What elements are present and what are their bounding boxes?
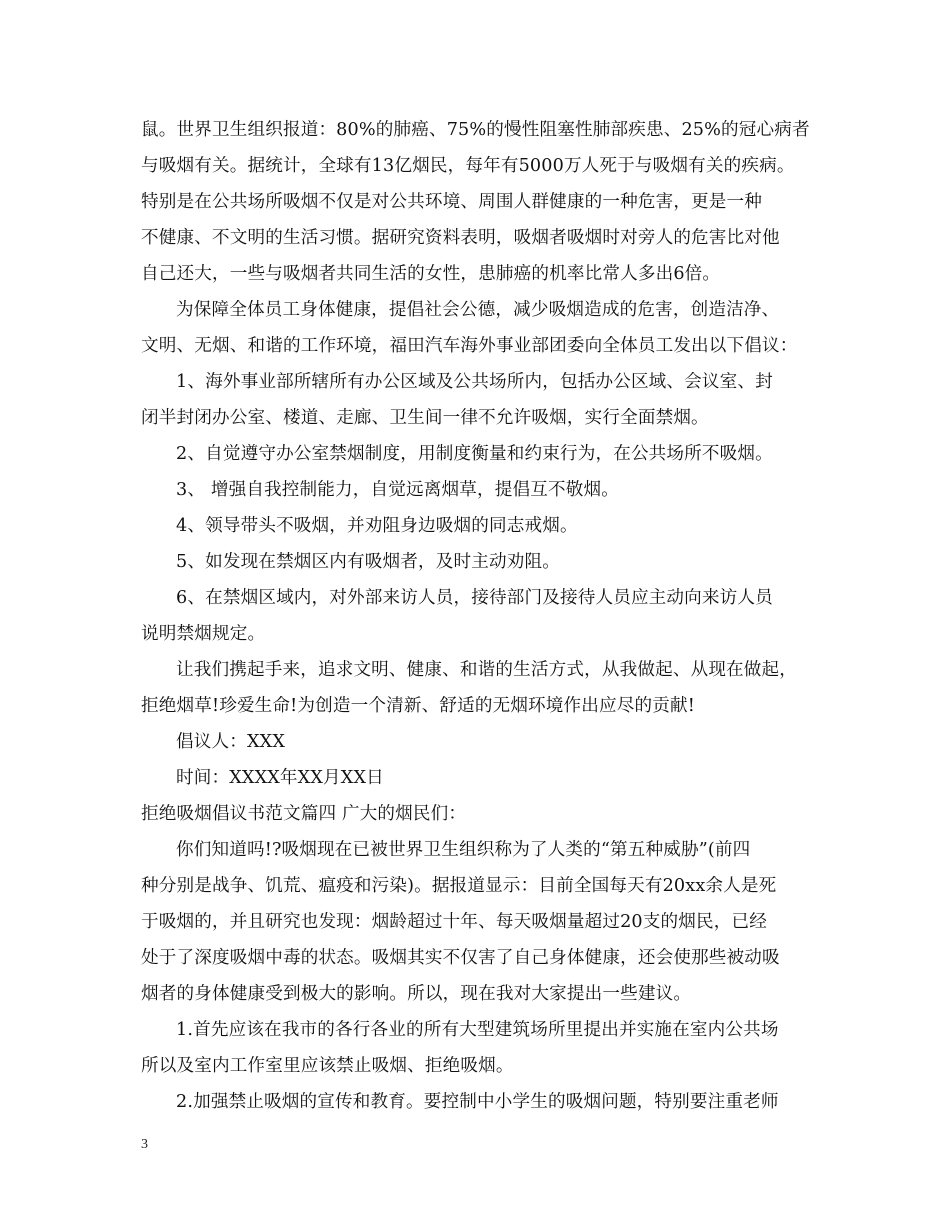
suggestion-item-1: 1.首先应该在我市的各行各业的所有大型建筑场所里提出并实施在室内公共场 <box>176 1020 779 1040</box>
paragraph-line: 说明禁烟规定。 <box>141 624 266 644</box>
proposal-item-3: 3、 增强自我控制能力，自觉远离烟草，提倡互不敬烟。 <box>176 480 619 500</box>
proposal-item-5: 5、如发现在禁烟区内有吸烟者，及时主动劝阻。 <box>176 552 560 572</box>
paragraph-line: 为保障全体员工身体健康，提倡社会公德，减少吸烟造成的危害，创造洁净、 <box>176 300 780 320</box>
suggestion-item-2: 2.加强禁止吸烟的宣传和教育。要控制中小学生的吸烟问题，特别要注重老师 <box>176 1092 779 1112</box>
paragraph-line: 拒绝烟草!珍爱生命!为创造一个清新、舒适的无烟环境作出应尽的贡献! <box>141 696 695 716</box>
proposal-item-4: 4、领导带头不吸烟，并劝阻身边吸烟的同志戒烟。 <box>176 516 578 536</box>
date-line: 时间：XXXX年XX月XX日 <box>176 768 384 788</box>
paragraph-line: 你们知道吗!?吸烟现在已被世界卫生组织称为了人类的“第五种威胁”(前四 <box>176 840 751 860</box>
paragraph-line: 鼠。世界卫生组织报道：80%的肺癌、75%的慢性阻塞性肺部疾患、25%的冠心病者 <box>141 120 810 140</box>
proposal-item-1: 1、海外事业部所辖所有办公区域及公共场所内，包括办公区域、会议室、封 <box>176 372 773 392</box>
paragraph-line: 文明、无烟、和谐的工作环境，福田汽车海外事业部团委向全体员工发出以下倡议： <box>141 336 798 356</box>
proposal-item-2: 2、自觉遵守办公室禁烟制度，用制度衡量和约束行为，在公共场所不吸烟。 <box>176 444 773 464</box>
paragraph-line: 不健康、不文明的生活习惯。据研究资料表明，吸烟者吸烟时对旁人的危害比对他 <box>141 228 780 248</box>
signer-line: 倡议人：XXX <box>176 732 286 752</box>
paragraph-line: 特别是在公共场所吸烟不仅是对公共环境、周围人群健康的一种危害，更是一种 <box>141 192 763 212</box>
paragraph-line: 处于了深度吸烟中毒的状态。吸烟其实不仅害了自己身体健康，还会使那些被动吸 <box>141 948 780 968</box>
paragraph-line: 于吸烟的，并且研究也发现：烟龄超过十年、每天吸烟量超过20支的烟民，已经 <box>141 912 767 932</box>
page-number: 3 <box>141 1137 148 1152</box>
paragraph-line: 自己还大，一些与吸烟者共同生活的女性，患肺癌的机率比常人多出6倍。 <box>141 264 721 284</box>
paragraph-line: 与吸烟有关。据统计，全球有13亿烟民，每年有5000万人死于与吸烟有关的疾病。 <box>141 156 795 176</box>
paragraph-line: 烟者的身体健康受到极大的影响。所以，现在我对大家提出一些建议。 <box>141 984 692 1004</box>
section-heading: 拒绝吸烟倡议书范文篇四 广大的烟民们： <box>141 804 467 824</box>
paragraph-line: 所以及室内工作室里应该禁止吸烟、拒绝吸烟。 <box>141 1056 514 1076</box>
paragraph-line: 让我们携起手来，追求文明、健康、和谐的生活方式，从我做起、从现在做起， <box>176 660 798 680</box>
paragraph-line: 闭半封闭办公室、楼道、走廊、卫生间一律不允许吸烟，实行全面禁烟。 <box>141 408 709 428</box>
paragraph-line: 种分别是战争、饥荒、瘟疫和污染)。据报道显示：目前全国每天有20xx余人是死 <box>141 876 777 896</box>
proposal-item-6: 6、在禁烟区域内，对外部来访人员，接待部门及接待人员应主动向来访人员 <box>176 588 773 608</box>
